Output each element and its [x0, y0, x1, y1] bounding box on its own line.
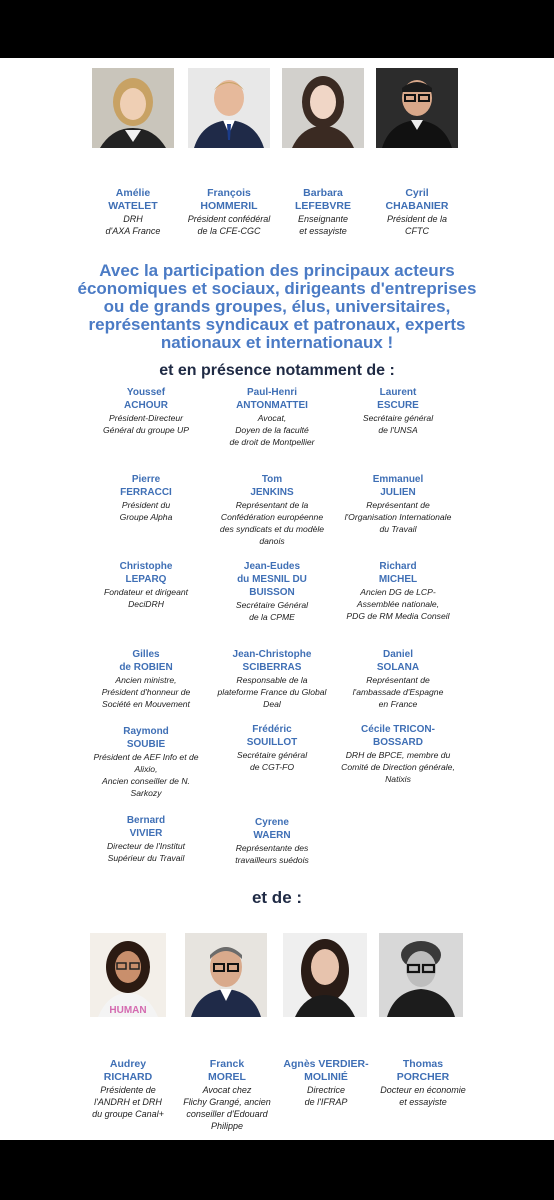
last-name: HOMMERIL: [200, 200, 258, 212]
speaker-text: [178, 187, 280, 237]
role-line: de la CPME: [249, 612, 295, 622]
first-name: Barbara: [303, 187, 343, 199]
speaker-card: [278, 68, 368, 148]
last-name: RICHARD: [103, 1071, 153, 1083]
first-name: Thomas: [402, 1058, 444, 1070]
attendee-card: [197, 816, 347, 866]
role-line: PDG de RM Media Conseil: [346, 611, 450, 621]
woman-blonde-photo: [92, 68, 174, 148]
role-line: Assemblée nationale,: [356, 599, 440, 609]
speaker-card: [88, 933, 168, 1017]
last-name: SCIBERRAS: [242, 662, 302, 673]
man-curly-hair-photo: [379, 933, 463, 1017]
first-name: Frédéric: [252, 724, 292, 735]
role-line: Avocat,: [257, 413, 287, 423]
speaker-card: [372, 68, 462, 148]
role-line: Doyen de la faculté: [235, 425, 309, 435]
last-name: JENKINS: [250, 487, 294, 498]
role-line: DeciDRH: [128, 599, 164, 609]
attendee-card: [323, 560, 473, 622]
last-name: BOSSARD: [372, 737, 423, 748]
first-name: Cyril: [405, 187, 429, 199]
role-line: danois: [259, 536, 285, 546]
last-name: PORCHER: [396, 1071, 450, 1083]
role-line: Comité de Direction générale,: [341, 762, 455, 772]
first-name: Agnès VERDIER-: [283, 1058, 369, 1070]
first-name: François: [207, 187, 251, 199]
speaker-text: [82, 1058, 174, 1120]
first-name: Jean-Christophe: [232, 649, 312, 660]
participation-headline: Avec la participation des principaux acteurs économiques et sociaux, dirigeants d'entreprises ou de grands groupes, élus, universitaires, représentants syndicaux et patronaux, experts nationaux et internationaux !: [77, 261, 477, 352]
role-line: Fondateur et dirigeant: [103, 587, 189, 597]
first-name: Audrey: [109, 1058, 147, 1070]
role-line: Deal: [263, 699, 281, 709]
first-name: Tom: [261, 474, 283, 485]
role-line: Ancien conseiller de N.: [102, 776, 190, 786]
role-line: Enseignante: [297, 214, 349, 224]
role-line: de droit de Montpellier: [229, 437, 315, 447]
man-glasses-smiling-photo: [185, 933, 267, 1017]
last-name: FERRACCI: [120, 487, 172, 498]
first-name: Cécile TRICON-: [361, 724, 435, 735]
attendee-card: [323, 648, 473, 710]
role-line: Directrice: [306, 1085, 345, 1095]
role-line: Flichy Grangé, ancien: [183, 1097, 271, 1107]
presence-heading: et en présence notamment de :: [159, 362, 395, 379]
attendee-card: [323, 723, 473, 785]
role-line: Supérieur du Travail: [107, 853, 185, 863]
role-line: du groupe Canal+: [92, 1109, 164, 1119]
role-line: Avocat chez: [202, 1085, 252, 1095]
last-name: LEFEBVRE: [294, 200, 351, 212]
role-line: Responsable de la: [236, 675, 308, 685]
role-line: Présidente de: [100, 1085, 156, 1095]
role-line: Secrétaire général: [236, 750, 308, 760]
speaker-text: [372, 187, 462, 237]
role-line: DRH: [123, 214, 143, 224]
man-glasses-photo: [376, 68, 458, 148]
first-name: Pierre: [131, 474, 161, 485]
last-name: SOLANA: [376, 662, 420, 673]
first-name: Youssef: [126, 387, 166, 398]
last-name: WATELET: [108, 200, 158, 212]
first-name: Emmanuel: [372, 474, 424, 485]
speaker-text: [276, 1058, 376, 1108]
speaker-card: [378, 933, 464, 1017]
role-line: des syndicats et du modèle: [219, 524, 325, 534]
role-line: Secrétaire Général: [235, 600, 309, 610]
role-line: et essayiste: [299, 226, 347, 236]
role-line: Président de AEF Info et de: [93, 752, 199, 762]
speaker-card: [184, 933, 268, 1017]
role-line: Directeur de l'Institut: [106, 841, 186, 851]
last-name: ESCURE: [377, 400, 419, 411]
role-line: Président confédéral: [187, 214, 271, 224]
speaker-text: [172, 1058, 282, 1132]
role-line: de la CFE-CGC: [197, 226, 261, 236]
role-line: l'ambassade d'Espagne: [352, 687, 444, 697]
speaker-card: [184, 68, 274, 148]
first-name: Jean-Eudes: [243, 561, 301, 572]
role-line: Alixio,: [134, 764, 158, 774]
role-line: Représentant de la: [235, 500, 309, 510]
role-line: Docteur en économie: [380, 1085, 466, 1095]
attendee-card: [323, 386, 473, 436]
role-line: Président d'honneur de: [101, 687, 191, 697]
role-line: Groupe Alpha: [119, 512, 173, 522]
last-name: de ROBIEN: [119, 662, 173, 673]
last-name: SOUBIE: [126, 739, 166, 750]
role-line: conseiller d'Edouard: [186, 1109, 268, 1119]
role-line: Philippe: [210, 1121, 244, 1131]
and-heading: et de :: [251, 888, 303, 907]
speaker-card: [88, 68, 178, 148]
role-line: de CGT-FO: [249, 762, 295, 772]
role-line: du Travail: [379, 524, 417, 534]
role-line: et essayiste: [399, 1097, 447, 1107]
role-line: Ancien DG de LCP-: [360, 587, 436, 597]
role-line: Secrétaire général: [362, 413, 434, 423]
last-name: MICHEL: [378, 574, 418, 585]
role-line: CFTC: [405, 226, 429, 236]
first-name: Raymond: [123, 726, 169, 737]
speaker-card: [282, 933, 368, 1017]
first-name: Daniel: [382, 649, 413, 660]
woman-smiling-photo: [90, 933, 166, 1017]
last-name: VIVIER: [129, 828, 163, 839]
first-name: Amélie: [115, 187, 151, 199]
shirt-text: HUMAN: [109, 1005, 147, 1016]
role-line: Président de la: [386, 214, 448, 224]
role-line: DRH de BPCE, membre du: [345, 750, 451, 760]
woman-dark-hair-photo: [282, 68, 364, 148]
first-name: Christophe: [119, 561, 173, 572]
role-line: de l'UNSA: [378, 425, 418, 435]
woman-long-hair-photo: [283, 933, 367, 1017]
role-line: travailleurs suédois: [235, 855, 309, 865]
last-name: LEPARQ: [125, 574, 167, 585]
role-line: Général du groupe UP: [103, 425, 189, 435]
man-suit-photo: [188, 68, 270, 148]
role-line: Président du: [121, 500, 171, 510]
attendee-card: [323, 473, 473, 535]
first-name: Paul-Henri: [246, 387, 297, 398]
last-name: MOREL: [208, 1071, 246, 1083]
first-name: Franck: [209, 1058, 245, 1070]
speaker-text: [278, 187, 368, 237]
role-line: Natixis: [385, 774, 411, 784]
last-name: JULIEN: [380, 487, 416, 498]
speaker-text: [88, 187, 178, 237]
last-name: ACHOUR: [124, 400, 168, 411]
last-name: du MESNIL DU: [237, 574, 307, 585]
role-line: l'ANDRH et DRH: [94, 1097, 162, 1107]
first-name: Gilles: [132, 649, 160, 660]
last-name: ANTONMATTEI: [236, 400, 308, 411]
role-line: Sarkozy: [130, 788, 162, 798]
role-line: en France: [378, 699, 418, 709]
last-name: CHABANIER: [385, 200, 449, 212]
role-line: Représentante des: [235, 843, 309, 853]
role-line: d'AXA France: [105, 226, 161, 236]
role-line: Représentant de: [366, 500, 430, 510]
role-line: Société en Mouvement: [102, 699, 190, 709]
speaker-text: [372, 1058, 474, 1108]
role-line: plateforme France du Global: [217, 687, 327, 697]
last-name-line-2: BUISSON: [249, 587, 295, 598]
last-name: SOUILLOT: [246, 737, 298, 748]
last-name: WAERN: [253, 830, 291, 841]
role-line: de l'IFRAP: [304, 1097, 348, 1107]
first-name: Richard: [379, 561, 417, 572]
role-line: Ancien ministre,: [115, 675, 177, 685]
first-name: Laurent: [379, 387, 417, 398]
first-name: Bernard: [126, 815, 166, 826]
event-speakers-card: [0, 58, 554, 1140]
first-name: Cyrene: [255, 817, 289, 828]
last-name: MOLINIÉ: [304, 1071, 348, 1083]
role-line: Président-Directeur: [108, 413, 184, 423]
role-line: Représentant de: [366, 675, 430, 685]
role-line: l'Organisation Internationale: [344, 512, 452, 522]
role-line: Confédération européenne: [220, 512, 324, 522]
